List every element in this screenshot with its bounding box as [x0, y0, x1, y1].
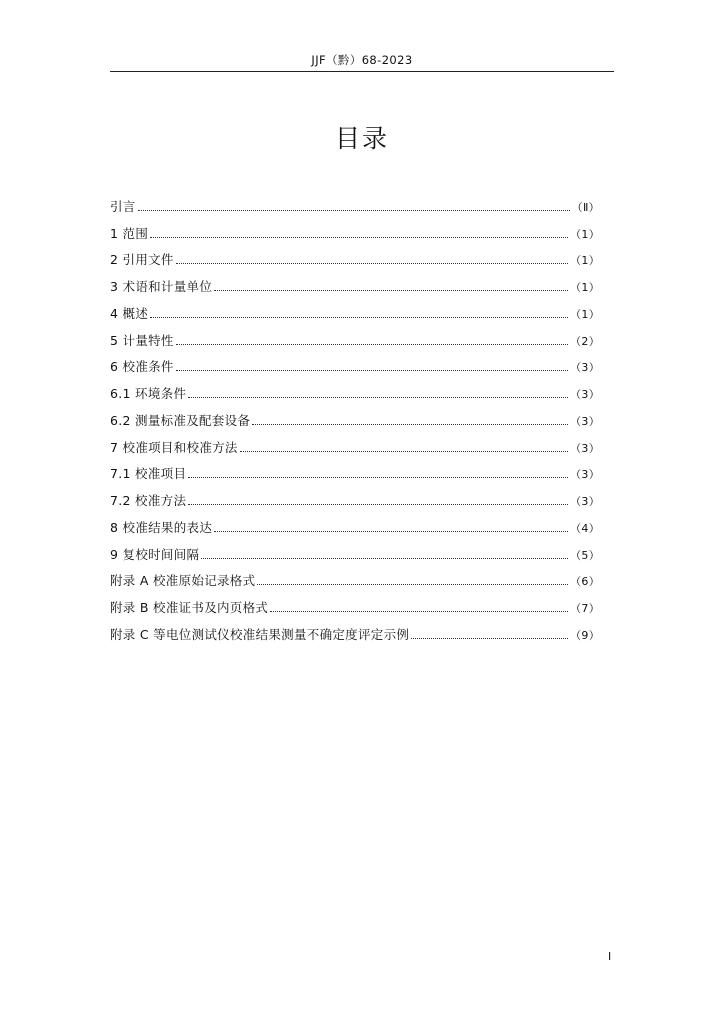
- toc-leader-dots: [214, 531, 568, 532]
- toc-entry-page: （3）: [570, 441, 600, 455]
- toc-entry-label: 7 校准项目和校准方法: [110, 439, 238, 455]
- toc-entry-page: （1）: [570, 254, 600, 268]
- toc-entry-page: （6）: [570, 575, 600, 589]
- toc-entry-label: 附录 A 校准原始记录格式: [110, 573, 256, 589]
- toc-entry[interactable]: [110, 536, 600, 563]
- toc-entry[interactable]: [110, 375, 600, 402]
- toc-entry-label: 5 计量特性: [110, 332, 174, 348]
- toc-entry-label: 引言: [110, 198, 136, 214]
- toc-entry-page: （1）: [570, 281, 600, 294]
- toc-entry-label: 附录 B 校准证书及内页格式: [110, 600, 269, 615]
- toc-entry-label: 9 复校时间间隔: [110, 546, 200, 562]
- toc-entry-page: （3）: [570, 414, 600, 428]
- toc-entry-page: （3）: [570, 361, 600, 375]
- toc-leader-dots: [201, 558, 568, 559]
- toc-entry[interactable]: [110, 589, 600, 616]
- toc-entry[interactable]: [110, 242, 600, 269]
- toc-entry-page: （7）: [570, 602, 600, 615]
- toc-entry-page: （Ⅱ）: [571, 200, 600, 214]
- header-divider: [110, 71, 614, 72]
- page-header: JJF（黔）68-2023: [311, 53, 413, 67]
- toc-entry-page: （3）: [570, 468, 600, 482]
- toc-entry[interactable]: [110, 349, 600, 376]
- toc-entry-label: 7.1 校准项目: [110, 466, 187, 482]
- toc-entry[interactable]: [110, 482, 600, 509]
- toc-entry-label: 1 范围: [110, 225, 149, 241]
- toc-entry[interactable]: [110, 402, 600, 429]
- toc-entry-label: 4 概述: [110, 305, 149, 321]
- page-title: 目录: [334, 124, 389, 153]
- toc-entry-label: 6.1 环境条件: [110, 386, 187, 401]
- toc-entry-page: （3）: [570, 495, 600, 508]
- toc-entry[interactable]: [110, 215, 600, 242]
- toc-entry-label: 6.2 测量标准及配套设备: [110, 412, 251, 428]
- toc-leader-dots: [214, 290, 568, 291]
- toc-leader-dots: [188, 477, 568, 478]
- toc-entry-page: （1）: [570, 307, 600, 321]
- toc-entry-page: （2）: [570, 334, 600, 348]
- toc-entry-label: 8 校准结果的表达: [110, 519, 213, 535]
- toc-entry[interactable]: [110, 563, 600, 590]
- toc-leader-dots: [150, 237, 568, 238]
- toc-leader-dots: [150, 317, 568, 318]
- toc-entry-page: （3）: [570, 388, 600, 401]
- toc-entry-page: （9）: [570, 628, 600, 642]
- toc-leader-dots: [188, 397, 568, 398]
- toc-leader-dots: [176, 263, 568, 264]
- toc-entry-page: （1）: [570, 227, 600, 241]
- toc-leader-dots: [252, 424, 568, 425]
- toc-entry-page: （5）: [570, 548, 600, 562]
- toc-leader-dots: [176, 370, 568, 371]
- toc-entry-label: 6 校准条件: [110, 359, 174, 375]
- table-of-contents: [110, 188, 600, 643]
- toc-entry-page: （4）: [570, 521, 600, 535]
- toc-leader-dots: [188, 504, 568, 505]
- toc-entry[interactable]: [110, 616, 600, 643]
- toc-entry-label: 3 术语和计量单位: [110, 279, 213, 294]
- toc-entry[interactable]: [110, 268, 600, 295]
- toc-leader-dots: [257, 584, 568, 585]
- toc-entry[interactable]: [110, 295, 600, 322]
- toc-entry[interactable]: [110, 188, 600, 215]
- toc-entry-label: 附录 C 等电位测试仪校准结果测量不确定度评定示例: [110, 626, 410, 642]
- toc-entry[interactable]: [110, 509, 600, 536]
- toc-leader-dots: [411, 638, 568, 639]
- page-number: Ⅰ: [608, 950, 612, 963]
- toc-leader-dots: [138, 210, 570, 211]
- toc-entry[interactable]: [110, 456, 600, 483]
- toc-leader-dots: [240, 451, 568, 452]
- toc-entry[interactable]: [110, 322, 600, 349]
- toc-entry[interactable]: [110, 429, 600, 456]
- toc-entry-label: 2 引用文件: [110, 252, 174, 268]
- toc-leader-dots: [270, 611, 568, 612]
- toc-leader-dots: [176, 344, 568, 345]
- toc-entry-label: 7.2 校准方法: [110, 493, 187, 508]
